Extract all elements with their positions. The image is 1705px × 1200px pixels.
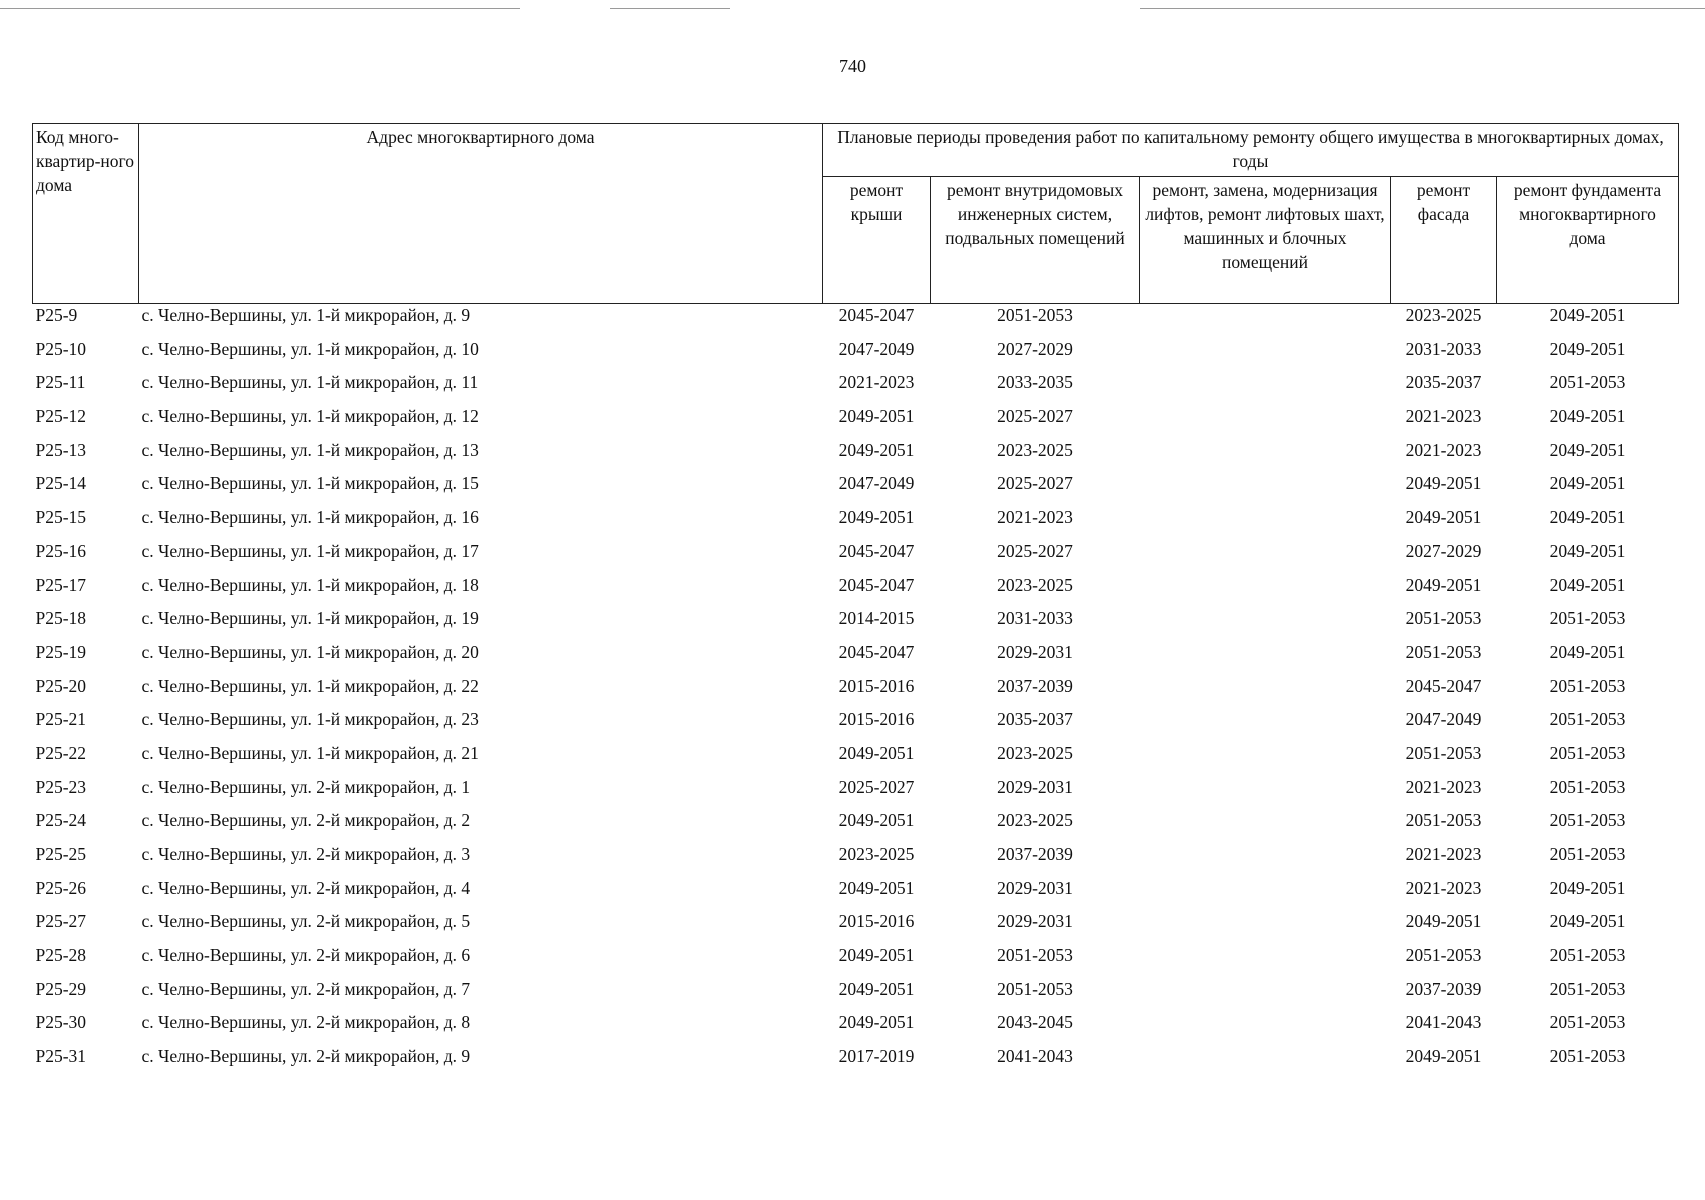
cell-foundation: 2049-2051 [1549, 507, 1626, 528]
cell-address: с. Челно-Вершины, ул. 1-й микрорайон, д. 16 [141, 507, 479, 528]
cell-code: Р25-11 [35, 372, 86, 393]
cell-address: с. Челно-Вершины, ул. 1-й микрорайон, д. 19 [141, 608, 479, 629]
table-row [33, 675, 1679, 709]
cell-facade: 2031-2033 [1405, 338, 1482, 359]
cell-foundation: 2051-2053 [1549, 844, 1626, 864]
cell-roof: 2021-2023 [838, 372, 915, 393]
cell-elevators [1140, 472, 1391, 506]
cell-elevators [1140, 910, 1391, 944]
cell-address: с. Челно-Вершины, ул. 2-й микрорайон, д. 4 [141, 877, 471, 898]
header-engineering: ремонт внутридомовых инженерных систем, подвальных помещений [931, 177, 1140, 304]
cell-facade: 2047-2049 [1405, 709, 1482, 730]
cell-foundation: 2051-2053 [1549, 608, 1626, 629]
cell-roof: 2049-2051 [838, 406, 915, 427]
cell-code: Р25-19 [35, 641, 87, 662]
cell-roof: 2049-2051 [838, 1012, 915, 1033]
table-row [33, 944, 1679, 978]
cell-code: Р25-28 [35, 945, 87, 966]
table-row [33, 405, 1679, 439]
cell-address: с. Челно-Вершины, ул. 1-й микрорайон, д. 17 [141, 540, 479, 561]
header-periods-group: Плановые периоды проведения работ по капитальному ремонту общего имущества в многоквартирных домах, годы [823, 124, 1679, 177]
table-row [33, 1045, 1679, 1079]
scan-edge-line-middle [610, 8, 730, 9]
cell-address: с. Челно-Вершины, ул. 2-й микрорайон, д. 2 [141, 810, 471, 831]
cell-roof: 2045-2047 [838, 574, 915, 595]
cell-facade: 2049-2051 [1405, 507, 1482, 528]
cell-facade: 2051-2053 [1405, 608, 1482, 629]
cell-facade: 2045-2047 [1405, 675, 1482, 696]
table-row [33, 506, 1679, 540]
cell-engineering: 2051-2053 [997, 978, 1073, 999]
cell-facade: 2037-2039 [1405, 978, 1482, 999]
cell-engineering: 2037-2039 [997, 675, 1073, 696]
table-row [33, 472, 1679, 506]
cell-code: Р25-9 [35, 305, 78, 325]
cell-foundation: 2051-2053 [1549, 372, 1626, 393]
cell-elevators [1140, 675, 1391, 709]
table-row [33, 439, 1679, 473]
cell-code: Р25-31 [35, 1046, 87, 1067]
cell-address: с. Челно-Вершины, ул. 2-й микрорайон, д. 5 [141, 911, 471, 932]
cell-engineering: 2023-2025 [997, 742, 1073, 763]
cell-facade: 2021-2023 [1405, 877, 1482, 898]
cell-engineering: 2037-2039 [997, 844, 1073, 864]
cell-elevators [1140, 978, 1391, 1012]
cell-facade: 2049-2051 [1405, 574, 1482, 595]
table-row [33, 978, 1679, 1012]
cell-code: Р25-10 [35, 338, 87, 359]
cell-elevators [1140, 742, 1391, 776]
cell-foundation: 2049-2051 [1549, 641, 1626, 662]
table-row [33, 338, 1679, 372]
cell-engineering: 2029-2031 [997, 776, 1073, 797]
cell-address: с. Челно-Вершины, ул. 2-й микрорайон, д. 8 [141, 1012, 471, 1033]
cell-address: с. Челно-Вершины, ул. 1-й микрорайон, д. 11 [141, 372, 479, 393]
cell-code: Р25-29 [35, 978, 87, 999]
cell-elevators [1140, 1045, 1391, 1079]
cell-facade: 2051-2053 [1405, 810, 1482, 831]
cell-engineering: 2025-2027 [997, 540, 1073, 561]
page-number: 740 [839, 56, 866, 76]
cell-engineering: 2025-2027 [997, 473, 1073, 494]
cell-foundation: 2051-2053 [1549, 709, 1626, 730]
cell-engineering: 2033-2035 [997, 372, 1073, 393]
cell-foundation: 2049-2051 [1549, 877, 1626, 898]
table-row [33, 540, 1679, 574]
table-row [33, 1011, 1679, 1045]
cell-code: Р25-30 [35, 1012, 87, 1033]
cell-elevators [1140, 506, 1391, 540]
cell-facade: 2021-2023 [1405, 844, 1482, 864]
cell-roof: 2049-2051 [838, 507, 915, 528]
cell-elevators [1140, 338, 1391, 372]
table-row [33, 776, 1679, 810]
scan-edge-line-right [1140, 8, 1705, 9]
cell-roof: 2049-2051 [838, 742, 915, 763]
table-row [33, 574, 1679, 608]
cell-address: с. Челно-Вершины, ул. 1-й микрорайон, д. 9 [141, 305, 471, 325]
table-row [33, 708, 1679, 742]
cell-engineering: 2029-2031 [997, 877, 1073, 898]
table-row [33, 877, 1679, 911]
table-row [33, 843, 1679, 877]
cell-foundation: 2049-2051 [1549, 911, 1626, 932]
cell-code: Р25-21 [35, 709, 87, 730]
cell-foundation: 2051-2053 [1549, 675, 1626, 696]
table-body [33, 304, 1679, 1079]
cell-roof: 2015-2016 [838, 911, 915, 932]
cell-foundation: 2049-2051 [1549, 338, 1626, 359]
cell-facade: 2049-2051 [1405, 911, 1482, 932]
cell-address: с. Челно-Вершины, ул. 1-й микрорайон, д. 20 [141, 641, 479, 662]
cell-foundation: 2049-2051 [1549, 439, 1626, 460]
cell-engineering: 2029-2031 [997, 911, 1073, 932]
header-facade: ремонт фасада [1391, 177, 1497, 304]
header-elevators: ремонт, замена, модернизация лифтов, ремонт лифтовых шахт, машинных и блочных помещений [1140, 177, 1391, 304]
cell-elevators [1140, 776, 1391, 810]
cell-facade: 2049-2051 [1405, 1046, 1482, 1067]
cell-foundation: 2049-2051 [1549, 540, 1626, 561]
cell-foundation: 2051-2053 [1549, 776, 1626, 797]
cell-address: с. Челно-Вершины, ул. 2-й микрорайон, д. 7 [141, 978, 471, 999]
capital-repair-schedule-table [32, 123, 1679, 1079]
cell-engineering: 2029-2031 [997, 641, 1073, 662]
cell-facade: 2049-2051 [1405, 473, 1482, 494]
cell-roof: 2049-2051 [838, 877, 915, 898]
cell-foundation: 2051-2053 [1549, 945, 1626, 966]
cell-roof: 2045-2047 [838, 641, 915, 662]
cell-foundation: 2051-2053 [1549, 978, 1626, 999]
cell-roof: 2017-2019 [838, 1046, 915, 1067]
cell-elevators [1140, 607, 1391, 641]
cell-elevators [1140, 944, 1391, 978]
cell-elevators [1140, 877, 1391, 911]
cell-engineering: 2023-2025 [997, 439, 1073, 460]
cell-facade: 2021-2023 [1405, 439, 1482, 460]
cell-elevators [1140, 540, 1391, 574]
cell-address: с. Челно-Вершины, ул. 1-й микрорайон, д. 22 [141, 675, 479, 696]
cell-foundation: 2049-2051 [1549, 406, 1626, 427]
cell-facade: 2051-2053 [1405, 945, 1482, 966]
cell-roof: 2047-2049 [838, 338, 915, 359]
cell-facade: 2023-2025 [1405, 305, 1482, 325]
cell-engineering: 2051-2053 [997, 305, 1073, 325]
cell-engineering: 2027-2029 [997, 338, 1073, 359]
cell-code: Р25-24 [35, 810, 87, 831]
cell-facade: 2027-2029 [1405, 540, 1482, 561]
table-row [33, 910, 1679, 944]
cell-facade: 2051-2053 [1405, 742, 1482, 763]
cell-code: Р25-12 [35, 406, 87, 427]
cell-roof: 2025-2027 [838, 776, 915, 797]
cell-code: Р25-22 [35, 742, 87, 763]
cell-code: Р25-18 [35, 608, 87, 629]
cell-engineering: 2025-2027 [997, 406, 1073, 427]
cell-elevators [1140, 405, 1391, 439]
cell-facade: 2041-2043 [1405, 1012, 1482, 1033]
cell-roof: 2045-2047 [838, 540, 915, 561]
table-row [33, 607, 1679, 641]
cell-foundation: 2049-2051 [1549, 305, 1626, 325]
cell-elevators [1140, 641, 1391, 675]
cell-code: Р25-13 [35, 439, 87, 460]
cell-elevators [1140, 809, 1391, 843]
cell-roof: 2015-2016 [838, 709, 915, 730]
cell-code: Р25-15 [35, 507, 87, 528]
cell-roof: 2015-2016 [838, 675, 915, 696]
cell-elevators [1140, 304, 1391, 338]
cell-foundation: 2051-2053 [1549, 742, 1626, 763]
cell-address: с. Челно-Вершины, ул. 2-й микрорайон, д. 9 [141, 1046, 471, 1067]
cell-elevators [1140, 574, 1391, 608]
cell-code: Р25-16 [35, 540, 87, 561]
table-row [33, 371, 1679, 405]
cell-address: с. Челно-Вершины, ул. 2-й микрорайон, д. 1 [141, 776, 471, 797]
cell-address: с. Челно-Вершины, ул. 1-й микрорайон, д. 10 [141, 338, 479, 359]
cell-foundation: 2051-2053 [1549, 810, 1626, 831]
cell-roof: 2049-2051 [838, 810, 915, 831]
cell-roof: 2049-2051 [838, 945, 915, 966]
scan-edge-line-left [0, 8, 520, 9]
cell-code: Р25-23 [35, 776, 87, 797]
cell-code: Р25-26 [35, 877, 87, 898]
cell-address: с. Челно-Вершины, ул. 1-й микрорайон, д. 23 [141, 709, 479, 730]
header-address: Адрес многоквартирного дома [139, 124, 823, 304]
cell-foundation: 2051-2053 [1549, 1046, 1626, 1067]
cell-elevators [1140, 708, 1391, 742]
cell-facade: 2021-2023 [1405, 406, 1482, 427]
cell-roof: 2045-2047 [838, 305, 915, 325]
cell-address: с. Челно-Вершины, ул. 1-й микрорайон, д. 13 [141, 439, 479, 460]
cell-roof: 2047-2049 [838, 473, 915, 494]
cell-address: с. Челно-Вершины, ул. 1-й микрорайон, д. 12 [141, 406, 479, 427]
header-roof: ремонт крыши [823, 177, 931, 304]
cell-elevators [1140, 843, 1391, 877]
cell-address: с. Челно-Вершины, ул. 1-й микрорайон, д. 15 [141, 473, 479, 494]
cell-code: Р25-20 [35, 675, 87, 696]
cell-elevators [1140, 1011, 1391, 1045]
cell-address: с. Челно-Вершины, ул. 1-й микрорайон, д. 18 [141, 574, 479, 595]
cell-foundation: 2049-2051 [1549, 574, 1626, 595]
cell-roof: 2023-2025 [838, 844, 915, 864]
cell-engineering: 2051-2053 [997, 945, 1073, 966]
header-foundation: ремонт фундамента многоквартирного дома [1497, 177, 1679, 304]
cell-code: Р25-14 [35, 473, 87, 494]
table-row [33, 304, 1679, 338]
cell-roof: 2014-2015 [838, 608, 915, 629]
cell-roof: 2049-2051 [838, 439, 915, 460]
cell-foundation: 2051-2053 [1549, 1012, 1626, 1033]
table-row [33, 641, 1679, 675]
cell-engineering: 2035-2037 [997, 709, 1073, 730]
cell-engineering: 2023-2025 [997, 574, 1073, 595]
cell-address: с. Челно-Вершины, ул. 2-й микрорайон, д. 6 [141, 945, 471, 966]
cell-address: с. Челно-Вершины, ул. 1-й микрорайон, д. 21 [141, 742, 479, 763]
table-row [33, 742, 1679, 776]
header-code: Код много-квартир-ного дома [33, 124, 139, 304]
cell-facade: 2021-2023 [1405, 776, 1482, 797]
cell-engineering: 2031-2033 [997, 608, 1073, 629]
cell-address: с. Челно-Вершины, ул. 2-й микрорайон, д. 3 [141, 844, 471, 864]
cell-engineering: 2023-2025 [997, 810, 1073, 831]
table-row [33, 809, 1679, 843]
cell-facade: 2051-2053 [1405, 641, 1482, 662]
cell-code: Р25-25 [35, 844, 87, 864]
cell-code: Р25-27 [35, 911, 87, 932]
cell-foundation: 2049-2051 [1549, 473, 1626, 494]
cell-engineering: 2041-2043 [997, 1046, 1073, 1067]
cell-engineering: 2043-2045 [997, 1012, 1073, 1033]
cell-facade: 2035-2037 [1405, 372, 1482, 393]
cell-elevators [1140, 371, 1391, 405]
cell-roof: 2049-2051 [838, 978, 915, 999]
cell-elevators [1140, 439, 1391, 473]
cell-code: Р25-17 [35, 574, 87, 595]
cell-engineering: 2021-2023 [997, 507, 1073, 528]
